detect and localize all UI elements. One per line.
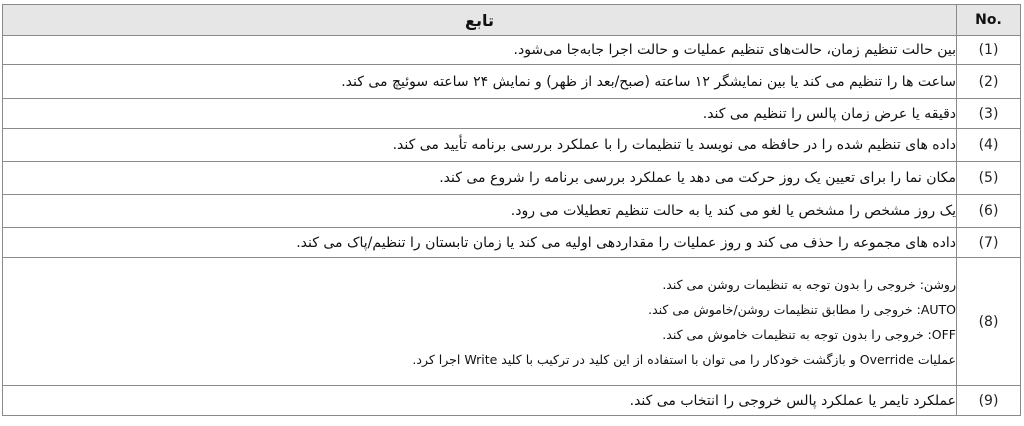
table-row xyxy=(3,228,1021,258)
table-row xyxy=(3,129,1021,162)
table-row xyxy=(3,36,1021,65)
table-row xyxy=(3,99,1021,129)
function-table xyxy=(2,4,1021,416)
row-8-line-on: روشن: خروجی را بدون توجه به تنظیمات روشن می کند. xyxy=(662,276,956,292)
row-8-description xyxy=(3,258,957,386)
row-8-line-auto: AUTO: خروجی را مطابق تنظیمات روشن/خاموش می کند. xyxy=(648,301,956,317)
table-row xyxy=(3,386,1021,416)
table-row xyxy=(3,65,1021,99)
row-4-number: (4) xyxy=(957,129,1021,162)
row-3-number: (3) xyxy=(957,99,1021,129)
row-4-description: داده های تنظیم شده را در حافظه می نویسد یا تنظیمات را با عملکرد بررسی برنامه تأیید می کند. xyxy=(3,129,957,162)
header-function: تابع xyxy=(3,5,957,36)
table-row xyxy=(3,258,1021,386)
row-8-number: (8) xyxy=(957,258,1021,386)
row-9-number: (9) xyxy=(957,386,1021,416)
row-5-number: (5) xyxy=(957,162,1021,195)
row-7-number: (7) xyxy=(957,228,1021,258)
row-5-description: مکان نما را برای تعیین یک روز حرکت می دهد یا عملکرد بررسی برنامه را شروع می کند. xyxy=(3,162,957,195)
row-3-description: دقیقه یا عرض زمان پالس را تنظیم می کند. xyxy=(3,99,957,129)
row-6-number: (6) xyxy=(957,195,1021,228)
row-1-number: (1) xyxy=(957,36,1021,65)
row-6-description: یک روز مشخص را مشخص یا لغو می کند یا به حالت تنظیم تعطیلات می رود. xyxy=(3,195,957,228)
row-1-description: بین حالت تنظیم زمان، حالت‌های تنظیم عملیات و حالت اجرا جابه‌جا می‌شود. xyxy=(3,36,957,65)
table-header-row xyxy=(3,5,1021,36)
header-no: No. xyxy=(957,5,1021,36)
row-9-description: عملکرد تایمر یا عملکرد پالس خروجی را انتخاب می کند. xyxy=(3,386,957,416)
table-row xyxy=(3,162,1021,195)
row-7-description: داده های مجموعه را حذف می کند و روز عملیات را مقداردهی اولیه می کند یا زمان تابستان را تنظیم/پاک می کند. xyxy=(3,228,957,258)
table-row xyxy=(3,195,1021,228)
row-8-line-override: عملیات Override و بازگشت خودکار را می توان با استفاده از این کلید در ترکیب با کلید Write اجرا کرد. xyxy=(412,351,956,367)
row-2-number: (2) xyxy=(957,65,1021,99)
row-2-description: ساعت ها را تنظیم می کند یا بین نمایشگر ۱۲ ساعته (صبح/بعد از ظهر) و نمایش ۲۴ ساعته سوئیچ می کند. xyxy=(3,65,957,99)
row-8-line-off: OFF: خروجی را بدون توجه به تنظیمات خاموش می کند. xyxy=(662,326,956,342)
